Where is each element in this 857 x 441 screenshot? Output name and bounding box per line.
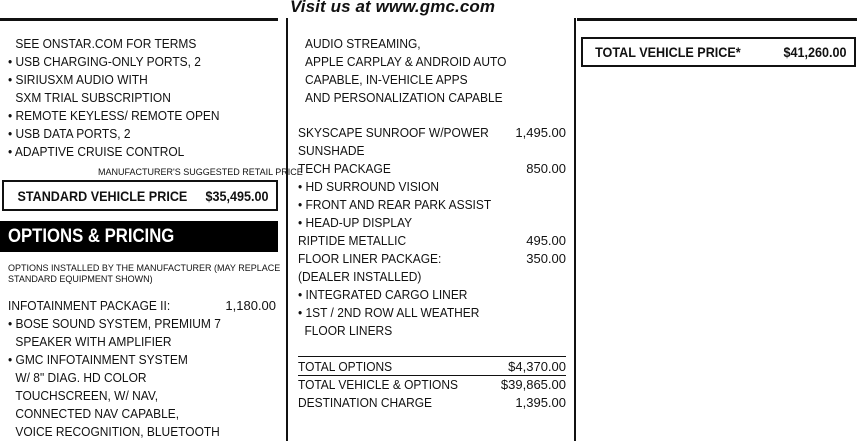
top-rule-left [0,18,278,21]
total-label: TOTAL OPTIONS [298,359,393,374]
options-note-line: OPTIONS INSTALLED BY THE MANUFACTURER (MAY REPLACE [8,263,281,273]
website-header: Visit us at www.gmc.com [290,0,496,16]
option-row [298,250,566,268]
total-vehicle-price-box [581,37,856,67]
options-note [8,263,280,285]
top-rule-right [577,18,857,21]
detail-line: AND PERSONALIZATION CAPABLE [305,90,503,105]
total-row [298,394,566,412]
option-row [298,160,566,178]
infotainment-package-price: 1,180.00 [225,298,276,313]
option-row [298,142,566,160]
feature-line: SEE ONSTAR.COM FOR TERMS [15,36,197,51]
feature-line: SXM TRIAL SUBSCRIPTION [15,90,171,105]
msrp-caption: MANUFACTURER'S SUGGESTED RETAIL PRICE [98,167,303,177]
option-row [298,124,566,142]
option-label: FLOOR LINERS [304,323,393,338]
detail-line: • BOSE SOUND SYSTEM, PREMIUM 7 [8,316,221,331]
total-label: TOTAL VEHICLE & OPTIONS [298,377,458,392]
option-row [298,214,566,232]
feature-line: • ADAPTIVE CRUISE CONTROL [8,144,185,159]
option-row [298,286,566,304]
total-value: 1,395.00 [515,395,566,410]
total-price-label: TOTAL VEHICLE PRICE* [595,44,741,60]
option-label: • HD SURROUND VISION [298,179,440,194]
feature-line: • REMOTE KEYLESS/ REMOTE OPEN [8,108,220,123]
option-label: SUNSHADE [298,143,365,158]
infotainment-continued [305,35,570,107]
detail-line: CONNECTED NAV CAPABLE, [15,406,180,421]
option-label: (DEALER INSTALLED) [298,269,422,284]
totals-block [298,358,566,412]
standard-price-label: STANDARD VEHICLE PRICE [17,187,188,204]
option-row [298,196,566,214]
option-label: • INTEGRATED CARGO LINER [298,287,468,302]
option-row [298,232,566,250]
detail-line: CAPABLE, IN-VEHICLE APPS [305,72,468,87]
total-value: $39,865.00 [500,377,566,392]
option-label: • 1ST / 2ND ROW ALL WEATHER [298,305,480,320]
column-divider-left [286,18,288,441]
feature-line: • USB CHARGING-ONLY PORTS, 2 [8,54,201,69]
option-price: 495.00 [526,233,566,248]
option-label: • HEAD-UP DISPLAY [298,215,413,230]
option-price: 1,495.00 [515,125,566,140]
totals-top-rule [298,356,566,357]
detail-line: AUDIO STREAMING, [305,36,421,51]
option-label: SKYSCAPE SUNROOF W/POWER [298,125,489,140]
column-divider-right [574,18,576,441]
total-price-value: $41,260.00 [783,44,847,60]
total-row [298,358,566,376]
standard-vehicle-price-box [2,180,278,211]
detail-line: VOICE RECOGNITION, BLUETOOTH [15,424,220,439]
option-row [298,304,566,322]
total-value: $4,370.00 [508,359,566,374]
option-row [298,268,566,286]
option-label: TECH PACKAGE [298,161,391,176]
detail-line: SPEAKER WITH AMPLIFIER [15,334,172,349]
option-price: 850.00 [526,161,566,176]
total-options-underline [298,375,566,376]
detail-line: TOUCHSCREEN, W/ NAV, [15,388,159,403]
option-price: 350.00 [526,251,566,266]
option-row [298,178,566,196]
feature-line: • SIRIUSXM AUDIO WITH [8,72,148,87]
total-label: DESTINATION CHARGE [298,395,433,410]
standard-price-value: $35,495.00 [205,187,269,204]
infotainment-package-label: INFOTAINMENT PACKAGE II: [8,298,171,313]
feature-line: • USB DATA PORTS, 2 [8,126,131,141]
total-row [298,376,566,394]
standard-features-list [8,35,283,161]
detail-line: APPLE CARPLAY & ANDROID AUTO [305,54,507,69]
option-row [298,322,566,340]
detail-line: W/ 8" DIAG. HD COLOR [15,370,147,385]
options-pricing-heading: OPTIONS & PRICING [0,221,278,252]
option-label: RIPTIDE METALLIC [298,233,407,248]
options-note-line: STANDARD EQUIPMENT SHOWN) [8,274,153,284]
options-list [298,124,566,340]
detail-line: • GMC INFOTAINMENT SYSTEM [8,352,188,367]
option-label: FLOOR LINER PACKAGE: [298,251,442,266]
infotainment-details [8,315,278,441]
option-label: • FRONT AND REAR PARK ASSIST [298,197,492,212]
